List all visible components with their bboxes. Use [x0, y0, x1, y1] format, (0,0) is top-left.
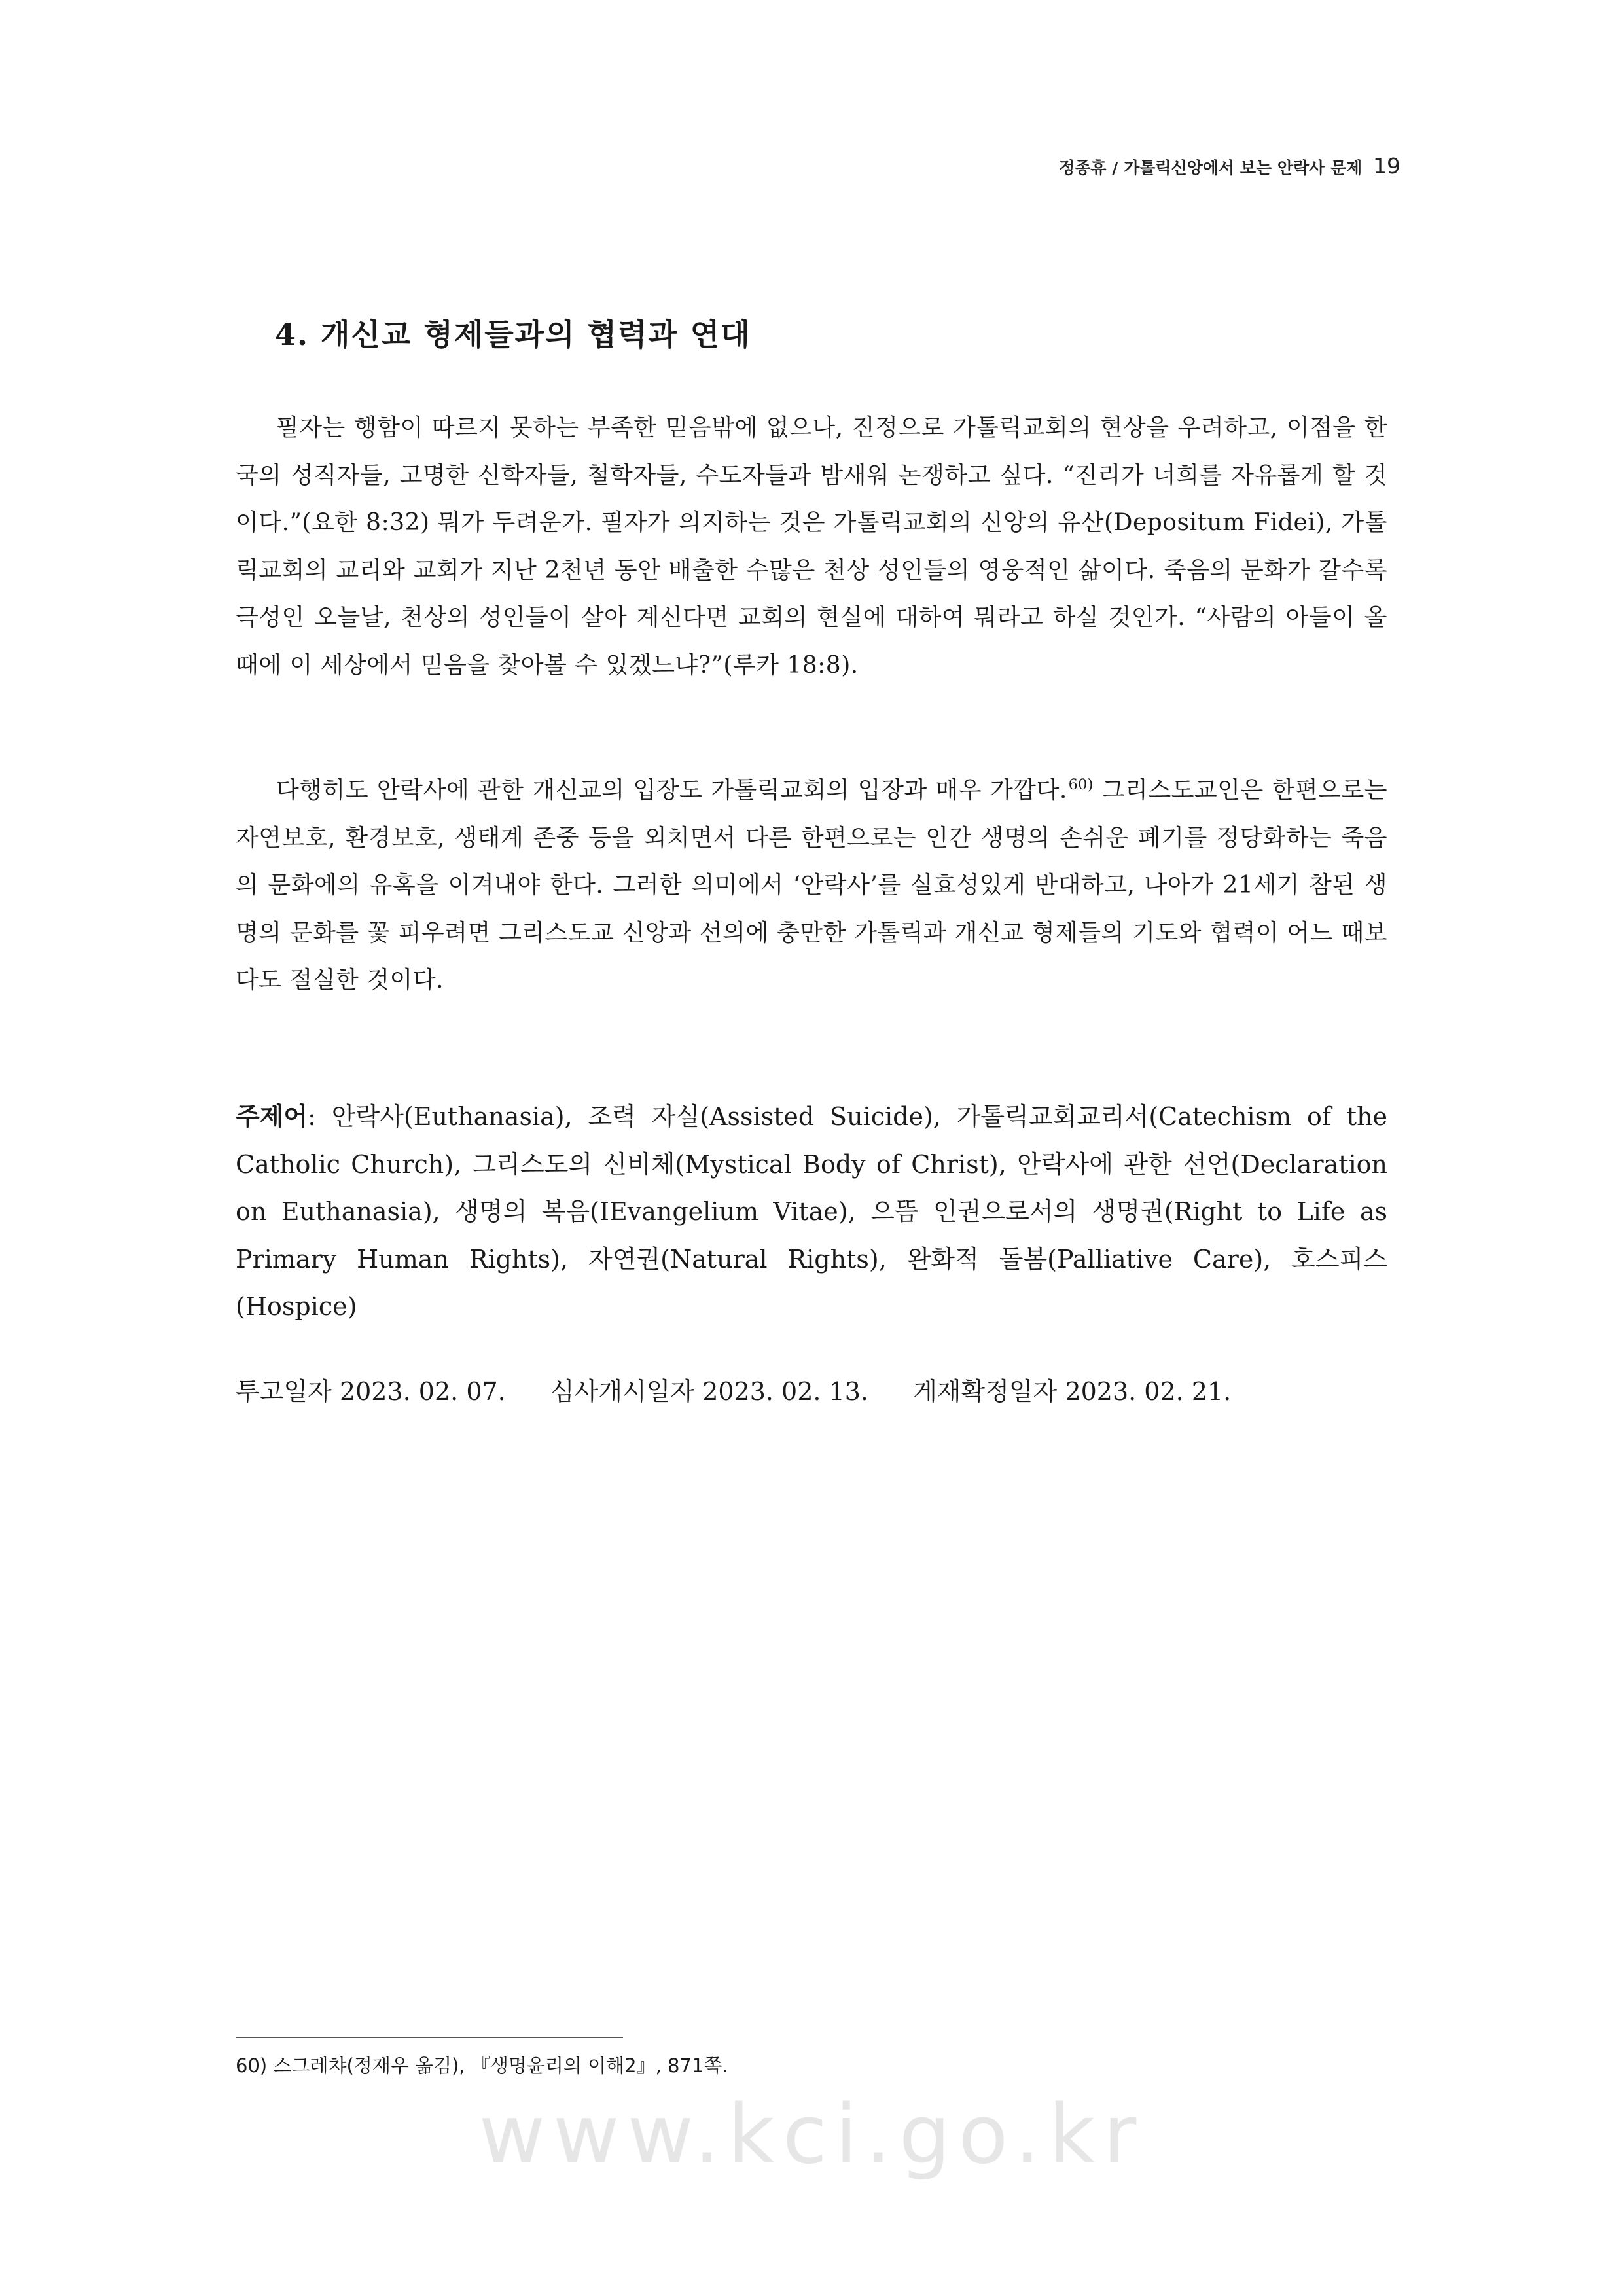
submitted-date: 2023. 02. 07.	[339, 1377, 506, 1406]
watermark: www.kci.go.kr	[478, 2088, 1145, 2182]
keyword-ko: 호스피스	[1291, 1244, 1388, 1274]
keyword-ko: 조력 자실	[588, 1102, 700, 1131]
keyword-en: (Hospice)	[236, 1292, 357, 1321]
keywords-separator: :	[308, 1102, 332, 1131]
running-head	[1059, 153, 1400, 179]
publication-dates	[236, 1372, 1414, 1411]
paragraph-2-text-a: 다행히도 안락사에 관한 개신교의 입장도 가톨릭교회의 입장과 매우 가깝다.	[276, 777, 1067, 804]
keyword-en: (IEvangelium Vitae)	[590, 1197, 848, 1226]
keyword-en: (Right to Life as Primary Human Rights)	[236, 1197, 1387, 1274]
keyword-en: (Declaration on Euthanasia)	[236, 1149, 1387, 1226]
body-paragraph-1: 필자는 행함이 따르지 못하는 부족한 믿음밖에 없으나, 진정으로 가톨릭교회의 현상을 우려하고, 이점을 한국의 성직자들, 고명한 신학자들, 철학자들, 수도자들과 밤새워 논쟁하고 싶다. “진리가 너희를 자유롭게 할 것이다.”(요한 8:32) 뭐가 두려운가. 필자가 의지하는 것은 가톨릭교회의 신앙의 유산(Depositum Fidei), 가톨릭교회의 교리와 교회가 지난 2천년 동안 배출한 수많은 천상 성인들의 영웅적인 삶이다. 죽음의 문화가 갈수록 극성인 오늘날, 천상의 성인들이 살아 계신다면 교회의 현실에 대하여 뭐라고 하실 것인가. “사람의 아들이 올 때에 이 세상에서 믿음을 찾아볼 수 있겠느냐?”(루카 18:8).	[236, 414, 1387, 679]
body-paragraph-2	[236, 767, 1387, 1005]
section-heading: 4. 개신교 형제들과의 협력과 연대	[275, 317, 751, 352]
keywords-label: 주제어	[236, 1102, 308, 1131]
keyword-en: (Palliative Care)	[1047, 1244, 1264, 1274]
footnote-number: 60)	[236, 2054, 268, 2077]
keyword-en: (Natural Rights)	[660, 1244, 879, 1274]
keyword-ko: 자연권	[588, 1244, 661, 1274]
page-number: 19	[1373, 153, 1400, 179]
accepted-label: 게재확정일자	[913, 1377, 1058, 1406]
footnote-reference-60[interactable]: 60)	[1068, 777, 1094, 793]
keyword-en: (Mystical Body of Christ)	[675, 1149, 999, 1179]
footnote-divider	[236, 2037, 623, 2038]
keyword-list: 안락사(Euthanasia), 조력 자실(Assisted Suicide), 가톨릭교회교리서(Catechism of the Catholic Church), 그리스도의 신비체(Mystical Body of Christ), 안락사에 관한 선언(Declaration on Euthanasia), 생명의 복음(IEvangelium Vitae), 으뜸 인권으로서의 생명권(Right to Life as Primary Human Rights), 자연권(Natural Rights), 완화적 돌봄(Palliative Care), 호스피스(Hospice)	[236, 1102, 1388, 1321]
running-head-title: 정종휴 / 가톨릭신앙에서 보는 안락사 문제	[1059, 158, 1363, 177]
accepted-date: 2023. 02. 21.	[1065, 1377, 1232, 1406]
keyword-en: (Euthanasia)	[403, 1102, 565, 1131]
keyword-ko: 생명의 복음	[455, 1197, 590, 1226]
keyword-ko: 안락사	[331, 1102, 404, 1131]
review-date: 2023. 02. 13.	[702, 1377, 868, 1406]
paragraph-2-text-b: 그리스도교인은 한편으로는 자연보호, 환경보호, 생태계 존중 등을 외치면서 다른 한편으로는 인간 생명의 손쉬운 폐기를 정당화하는 죽음의 문화에의 유혹을 이겨내야 한다. 그러한 의미에서 ‘안락사’를 실효성있게 반대하고, 나아가 21세기 참된 생명의 문화를 꽃 피우려면 그리스도교 신앙과 선의에 충만한 가톨릭과 개신교 형제들의 기도와 협력이 어느 때보다도 절실한 것이다.	[236, 777, 1388, 994]
keyword-ko: 안락사에 관한 선언	[1017, 1149, 1231, 1179]
footnote-60	[236, 2051, 728, 2080]
keyword-ko: 완화적 돌봄	[906, 1244, 1048, 1274]
keyword-ko: 그리스도의 신비체	[472, 1149, 675, 1179]
keyword-ko: 가톨릭교회교리서	[956, 1102, 1149, 1131]
keyword-en: (Assisted Suicide)	[700, 1102, 933, 1131]
submitted-label: 투고일자	[236, 1377, 332, 1406]
review-label: 심사개시일자	[550, 1377, 695, 1406]
keyword-en: (Catechism of the Catholic Church)	[236, 1102, 1387, 1179]
keyword-ko: 으뜸 인권으로서의 생명권	[870, 1197, 1164, 1226]
keywords	[236, 1093, 1387, 1331]
footnote-text: 스그레챠(정재우 옮김), 『생명윤리의 이해2』, 871쪽.	[273, 2054, 728, 2077]
